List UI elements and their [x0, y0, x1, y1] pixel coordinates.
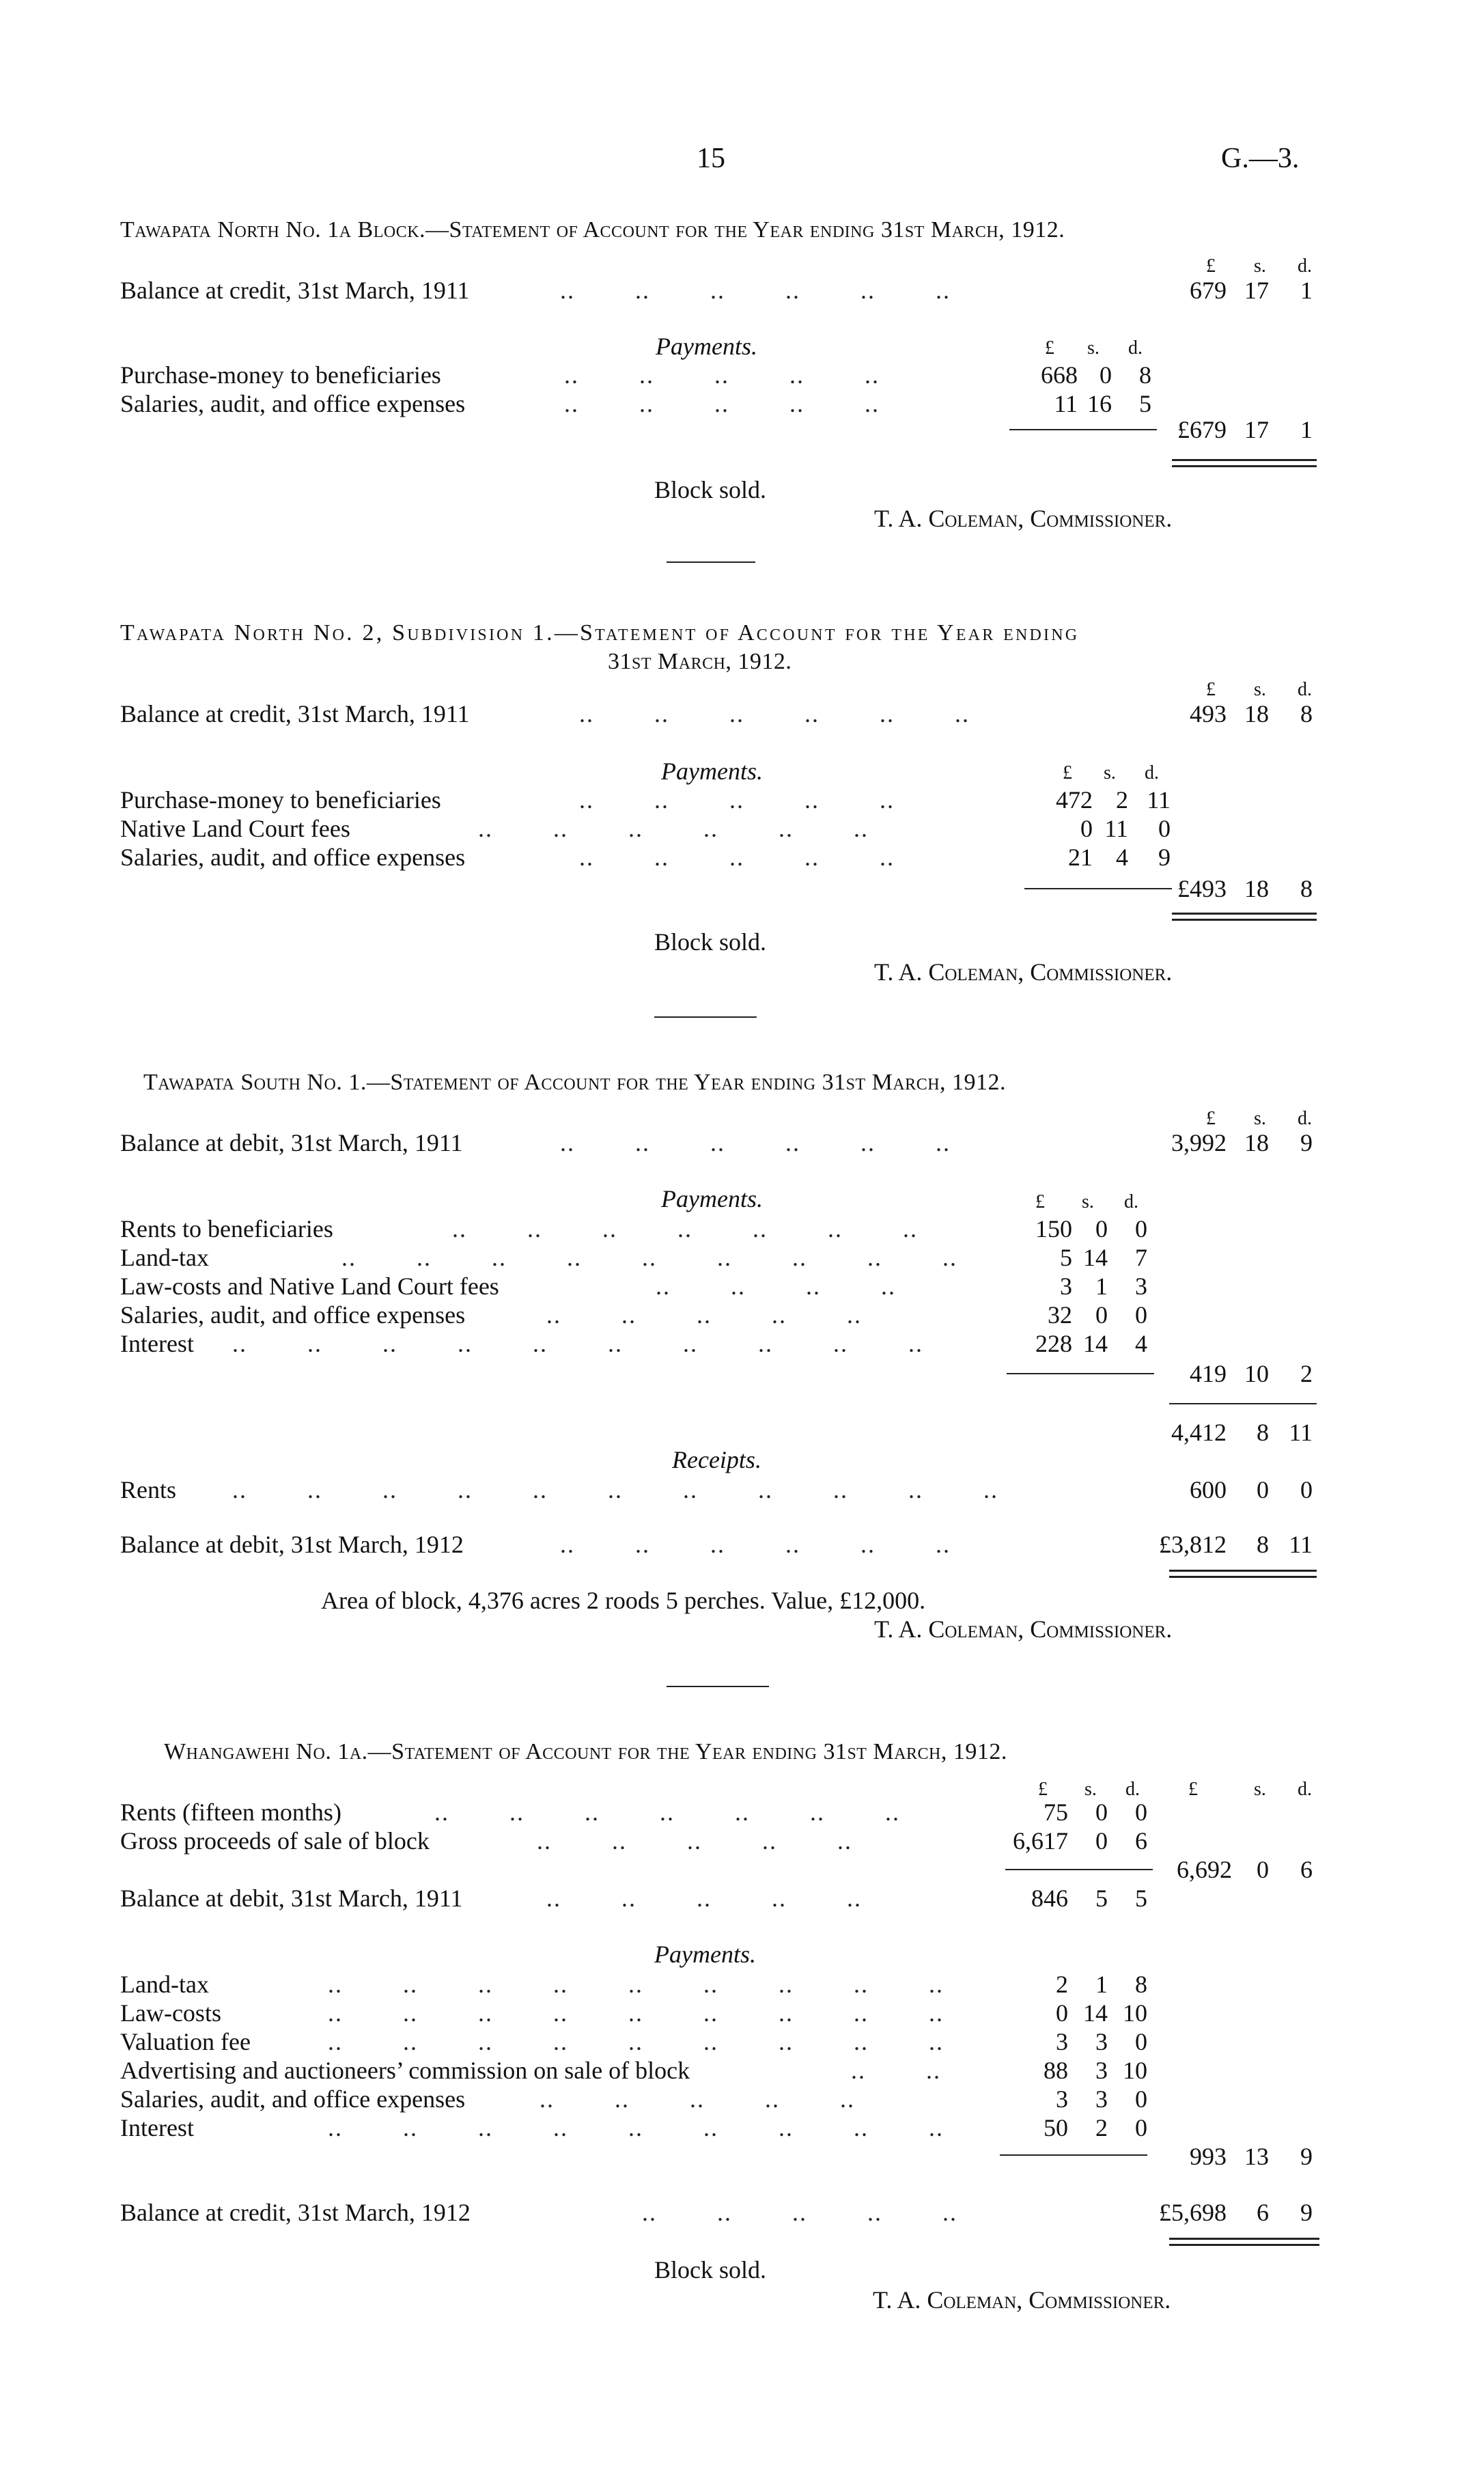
s3-subtotal-rule	[1169, 1403, 1317, 1404]
s2-col-pence: d.	[1298, 679, 1312, 700]
s4-payment-pounds: 3	[1056, 2028, 1068, 2055]
s4-balance-label: Balance at debit, 31st March, 1911	[120, 1885, 463, 1912]
s3-payment-label: Salaries, audit, and office expenses	[120, 1301, 466, 1329]
s3-payment-pence: 0	[1135, 1215, 1147, 1242]
s3-payment-label: Interest	[120, 1330, 194, 1357]
s1-col-pence: d.	[1298, 255, 1312, 277]
s4-receipt-pounds: 6,617	[1013, 1827, 1068, 1855]
s1-block-sold: Block sold.	[654, 476, 767, 503]
s2-payments-rule	[1024, 888, 1172, 889]
s4-balance-pence: 5	[1135, 1885, 1147, 1912]
s1-balance-pounds: 679	[1190, 277, 1227, 304]
s3-area-value: Area of block, 4,376 acres 2 roods 5 perches. Value, £12,000.	[321, 1587, 926, 1614]
s4-leader: .. ..	[851, 2057, 941, 2084]
s4-block-sold: Block sold.	[654, 2256, 767, 2283]
s3-pay-col-pound: £	[1035, 1191, 1045, 1212]
s3-leader: .. .. .. .. .. .. .. .. .. .. ..	[232, 1476, 998, 1503]
s1-payment-label: Purchase-money to beneficiaries	[120, 361, 441, 389]
s4-payments-heading: Payments.	[654, 1941, 756, 1968]
s1-col-pound: £	[1206, 255, 1216, 277]
s3-payment-shillings: 14	[1083, 1330, 1108, 1357]
s4-payment-label: Advertising and auctioneers’ commission on sale of block	[120, 2057, 690, 2084]
s4-leader: .. .. .. .. ..	[546, 1885, 862, 1912]
s2-payment-pounds: 21	[1068, 844, 1093, 871]
section-separator	[667, 561, 755, 563]
s2-pay-col-shilling: s.	[1104, 762, 1116, 783]
s2-payment-pounds: 472	[1056, 786, 1093, 814]
s2-payments-heading: Payments.	[661, 758, 763, 785]
s3-payment-pounds: 32	[1048, 1301, 1072, 1329]
s4-receipt-label: Gross proceeds of sale of block	[120, 1827, 430, 1855]
s4-payment-pence: 0	[1135, 2114, 1147, 2141]
s3-rents-shillings: 0	[1257, 1476, 1269, 1503]
s4-payment-pence: 0	[1135, 2028, 1147, 2055]
s3-payment-shillings: 1	[1095, 1273, 1108, 1300]
s4-leader: .. .. .. .. ..	[537, 1827, 852, 1855]
s1-payment-label: Salaries, audit, and office expenses	[120, 390, 466, 417]
s4-receipt-shillings: 0	[1095, 1827, 1108, 1855]
s2-leader: .. .. .. .. .. ..	[478, 815, 869, 842]
s4-receipt-pence: 0	[1135, 1799, 1147, 1826]
s4-payment-shillings: 3	[1095, 2028, 1108, 2055]
s2-payment-label: Native Land Court fees	[120, 815, 350, 842]
s3-payment-pence: 3	[1135, 1273, 1147, 1300]
s1-payment-pence: 5	[1139, 390, 1151, 417]
s3-payment-shillings: 14	[1083, 1244, 1108, 1271]
page-number: 15	[697, 143, 725, 174]
s2-payment-label: Purchase-money to beneficiaries	[120, 786, 441, 814]
s2-balance-shillings: 18	[1244, 700, 1269, 727]
s2-title-line2: 31st March, 1912.	[608, 649, 792, 674]
s3-payments-total-pence: 2	[1300, 1360, 1313, 1387]
s4-payment-pence: 10	[1123, 1999, 1147, 2027]
s1-balance-pence: 1	[1300, 277, 1313, 304]
s4-payment-shillings: 3	[1095, 2057, 1108, 2084]
s3-payment-label: Rents to beneficiaries	[120, 1215, 333, 1242]
s3-payments-total-shillings: 10	[1244, 1360, 1269, 1387]
s2-payment-label: Salaries, audit, and office expenses	[120, 844, 466, 871]
s3-col-pence: d.	[1298, 1108, 1312, 1129]
s2-col-shilling: s.	[1254, 679, 1266, 700]
s4-receipts-total-shillings: 0	[1257, 1856, 1269, 1883]
s1-payment-shillings: 0	[1100, 361, 1112, 389]
s4-receipt-shillings: 0	[1095, 1799, 1108, 1826]
s2-leader: .. .. .. .. .. ..	[579, 700, 970, 727]
s4-payment-pence: 8	[1135, 1971, 1147, 1998]
s4-receipt-label: Rents (fifteen months)	[120, 1799, 341, 1826]
s1-payments-rule	[1009, 429, 1157, 430]
s2-balance-label: Balance at credit, 31st March, 1911	[120, 700, 470, 727]
s3-col-shilling: s.	[1254, 1108, 1266, 1129]
s4-payment-label: Interest	[120, 2114, 194, 2141]
s2-col-pound: £	[1206, 679, 1216, 700]
s4-leader: .. .. .. .. ..	[540, 2085, 855, 2113]
s3-payments-heading: Payments.	[661, 1185, 763, 1212]
s3-balance-label: Balance at debit, 31st March, 1911	[120, 1129, 463, 1156]
s1-total-pounds: £679	[1177, 416, 1227, 443]
s3-payment-pounds: 150	[1035, 1215, 1072, 1242]
s3-leader: .. .. .. ..	[656, 1273, 896, 1300]
s2-payment-pounds: 0	[1080, 815, 1093, 842]
s3-balance-pence: 9	[1300, 1129, 1313, 1156]
s4-payments-total-pounds: 993	[1190, 2143, 1227, 2170]
s1-payment-pounds: 11	[1054, 390, 1078, 417]
s3-title: Tawapata South No. 1.—Statement of Account for the Year ending 31st March, 1912.	[143, 1070, 1007, 1095]
s4-payment-label: Land-tax	[120, 1971, 209, 1998]
s4-rec-col-shilling: s.	[1084, 1779, 1097, 1800]
s3-closing-shillings: 8	[1257, 1531, 1269, 1558]
s3-leader: .. .. .. .. .. ..	[560, 1129, 951, 1156]
section-separator	[667, 1686, 769, 1687]
s3-payment-shillings: 0	[1095, 1301, 1108, 1329]
s1-payment-pounds: 668	[1041, 361, 1078, 389]
s4-leader: .. .. .. .. .. .. ..	[434, 1799, 900, 1826]
s4-closing-label: Balance at credit, 31st March, 1912	[120, 2199, 471, 2226]
s3-subtotal-pounds: 4,412	[1171, 1419, 1227, 1446]
s4-closing-pounds: £5,698	[1159, 2199, 1227, 2226]
s2-total-pence: 8	[1300, 875, 1313, 902]
s4-closing-shillings: 6	[1257, 2199, 1269, 2226]
s3-payment-label: Land-tax	[120, 1244, 209, 1271]
s2-title-line1: Tawapata North No. 2, Subdivision 1.—Statement of Account for the Year ending	[120, 620, 1080, 645]
s3-subtotal-shillings: 8	[1257, 1419, 1269, 1446]
s2-total-shillings: 18	[1244, 875, 1269, 902]
s2-leader: .. .. .. .. ..	[579, 786, 895, 814]
s1-title: Tawapata North No. 1a Block.—Statement of Account for the Year ending 31st March, 1912.	[120, 217, 1065, 242]
s1-pay-col-shilling: s.	[1087, 337, 1100, 359]
s4-payments-total-shillings: 13	[1244, 2143, 1269, 2170]
s4-payment-label: Law-costs	[120, 1999, 221, 2027]
s2-payment-shillings: 4	[1116, 844, 1128, 871]
s4-payment-pounds: 88	[1044, 2057, 1068, 2084]
s3-balance-pounds: 3,992	[1171, 1129, 1227, 1156]
s2-pay-col-pence: d.	[1145, 762, 1159, 783]
s3-leader: .. .. .. .. .. .. .. .. ..	[341, 1244, 957, 1271]
s2-pay-col-pound: £	[1063, 762, 1072, 783]
s4-col-shilling: s.	[1254, 1779, 1266, 1800]
s4-receipt-pence: 6	[1135, 1827, 1147, 1855]
s3-leader: .. .. .. .. ..	[546, 1301, 862, 1329]
s3-rents-pence: 0	[1300, 1476, 1313, 1503]
s3-closing-double-rule	[1169, 1570, 1317, 1578]
s1-total-shillings: 17	[1244, 416, 1269, 443]
s4-receipts-total-pence: 6	[1300, 1856, 1313, 1883]
s4-rec-col-pound: £	[1038, 1779, 1048, 1800]
s3-payment-pence: 4	[1135, 1330, 1147, 1357]
s4-leader: .. .. .. .. .. .. .. .. ..	[328, 1971, 944, 1998]
s4-col-pence: d.	[1298, 1779, 1312, 1800]
s1-pay-col-pence: d.	[1128, 337, 1143, 359]
s1-payments-heading: Payments.	[656, 333, 757, 360]
s4-balance-shillings: 5	[1095, 1885, 1108, 1912]
s4-leader: .. .. .. .. .. .. .. .. ..	[328, 1999, 944, 2027]
s2-total-double-rule	[1172, 913, 1317, 921]
s4-payment-pounds: 0	[1056, 1999, 1068, 2027]
s2-signature: T. A. Coleman, Commissioner.	[874, 958, 1173, 986]
s2-balance-pounds: 493	[1190, 700, 1227, 727]
s1-leader: .. .. .. .. .. ..	[560, 277, 951, 304]
s3-signature: T. A. Coleman, Commissioner.	[874, 1615, 1173, 1643]
s3-closing-label: Balance at debit, 31st March, 1912	[120, 1531, 464, 1558]
s3-payment-pounds: 228	[1035, 1330, 1072, 1357]
s1-col-shilling: s.	[1254, 255, 1266, 277]
s4-closing-double-rule	[1169, 2238, 1319, 2246]
s3-subtotal-pence: 11	[1289, 1419, 1313, 1446]
s4-payment-label: Valuation fee	[120, 2028, 251, 2055]
s4-payment-pounds: 50	[1044, 2114, 1068, 2141]
s3-closing-pence: 11	[1289, 1531, 1313, 1558]
s4-leader: .. .. .. .. .. .. .. .. ..	[328, 2028, 944, 2055]
s3-receipts-heading: Receipts.	[672, 1446, 761, 1473]
s2-leader: .. .. .. .. ..	[579, 844, 895, 871]
s4-receipt-pounds: 75	[1044, 1799, 1068, 1826]
s2-payment-pence: 9	[1158, 844, 1171, 871]
s1-leader: .. .. .. .. ..	[564, 361, 880, 389]
s3-pay-col-shilling: s.	[1082, 1191, 1094, 1212]
s3-closing-pounds: £3,812	[1159, 1531, 1227, 1558]
s4-payment-pounds: 3	[1056, 2085, 1068, 2113]
document-reference: G.—3.	[1221, 143, 1300, 174]
s3-payments-total-pounds: 419	[1190, 1360, 1227, 1387]
s4-payments-total-pence: 9	[1300, 2143, 1313, 2170]
s4-rec-col-pence: d.	[1125, 1779, 1140, 1800]
s4-closing-pence: 9	[1300, 2199, 1313, 2226]
s2-payment-shillings: 11	[1104, 815, 1128, 842]
s2-payment-pence: 11	[1147, 786, 1171, 814]
s3-col-pound: £	[1206, 1108, 1216, 1129]
s4-receipts-rule	[1005, 1869, 1153, 1870]
s3-rents-pounds: 600	[1190, 1476, 1227, 1503]
s3-rents-label: Rents	[120, 1476, 177, 1503]
s3-payment-pence: 0	[1135, 1301, 1147, 1329]
s4-payment-shillings: 2	[1095, 2114, 1108, 2141]
s1-total-double-rule	[1172, 459, 1317, 467]
s4-signature: T. A. Coleman, Commissioner.	[873, 2286, 1171, 2314]
s3-pay-col-pence: d.	[1124, 1191, 1138, 1212]
s4-leader: .. .. .. .. ..	[642, 2199, 957, 2226]
s4-payments-rule	[1000, 2154, 1147, 2156]
s3-payment-label: Law-costs and Native Land Court fees	[120, 1273, 499, 1300]
s2-block-sold: Block sold.	[654, 928, 767, 956]
section-separator	[654, 1016, 757, 1018]
s3-balance-shillings: 18	[1244, 1129, 1269, 1156]
s4-payment-shillings: 3	[1095, 2085, 1108, 2113]
s1-balance-label: Balance at credit, 31st March, 1911	[120, 277, 470, 304]
s2-payment-shillings: 2	[1116, 786, 1128, 814]
s1-leader: .. .. .. .. ..	[564, 390, 880, 417]
s3-leader: .. .. .. .. .. .. .. .. .. ..	[232, 1330, 923, 1357]
s4-payment-pounds: 2	[1056, 1971, 1068, 1998]
s1-pay-col-pound: £	[1045, 337, 1054, 359]
s1-total-pence: 1	[1300, 416, 1313, 443]
s4-title: Whangawehi No. 1a.—Statement of Account for the Year ending 31st March, 1912.	[164, 1739, 1007, 1764]
s3-payments-rule	[1007, 1373, 1154, 1374]
s3-leader: .. .. .. .. .. ..	[560, 1531, 951, 1558]
s3-payment-pence: 7	[1135, 1244, 1147, 1271]
s4-payment-pence: 10	[1123, 2057, 1147, 2084]
s4-balance-pounds: 846	[1031, 1885, 1068, 1912]
s3-payment-pounds: 3	[1060, 1273, 1072, 1300]
s4-payment-pence: 0	[1135, 2085, 1147, 2113]
s4-receipts-total-pounds: 6,692	[1177, 1856, 1232, 1883]
s3-payment-pounds: 5	[1060, 1244, 1072, 1271]
s4-payment-shillings: 1	[1095, 1971, 1108, 1998]
s3-payment-shillings: 0	[1095, 1215, 1108, 1242]
s3-leader: .. .. .. .. .. .. ..	[452, 1215, 918, 1242]
s1-signature: T. A. Coleman, Commissioner.	[874, 505, 1173, 532]
s2-total-pounds: £493	[1177, 875, 1227, 902]
s2-balance-pence: 8	[1300, 700, 1313, 727]
s4-payment-shillings: 14	[1083, 1999, 1108, 2027]
s1-payment-shillings: 16	[1087, 390, 1112, 417]
s2-payment-pence: 0	[1158, 815, 1171, 842]
s1-balance-shillings: 17	[1244, 277, 1269, 304]
s4-payment-label: Salaries, audit, and office expenses	[120, 2085, 466, 2113]
s4-col-pound: £	[1188, 1779, 1198, 1800]
s4-leader: .. .. .. .. .. .. .. .. ..	[328, 2114, 944, 2141]
s1-payment-pence: 8	[1139, 361, 1151, 389]
